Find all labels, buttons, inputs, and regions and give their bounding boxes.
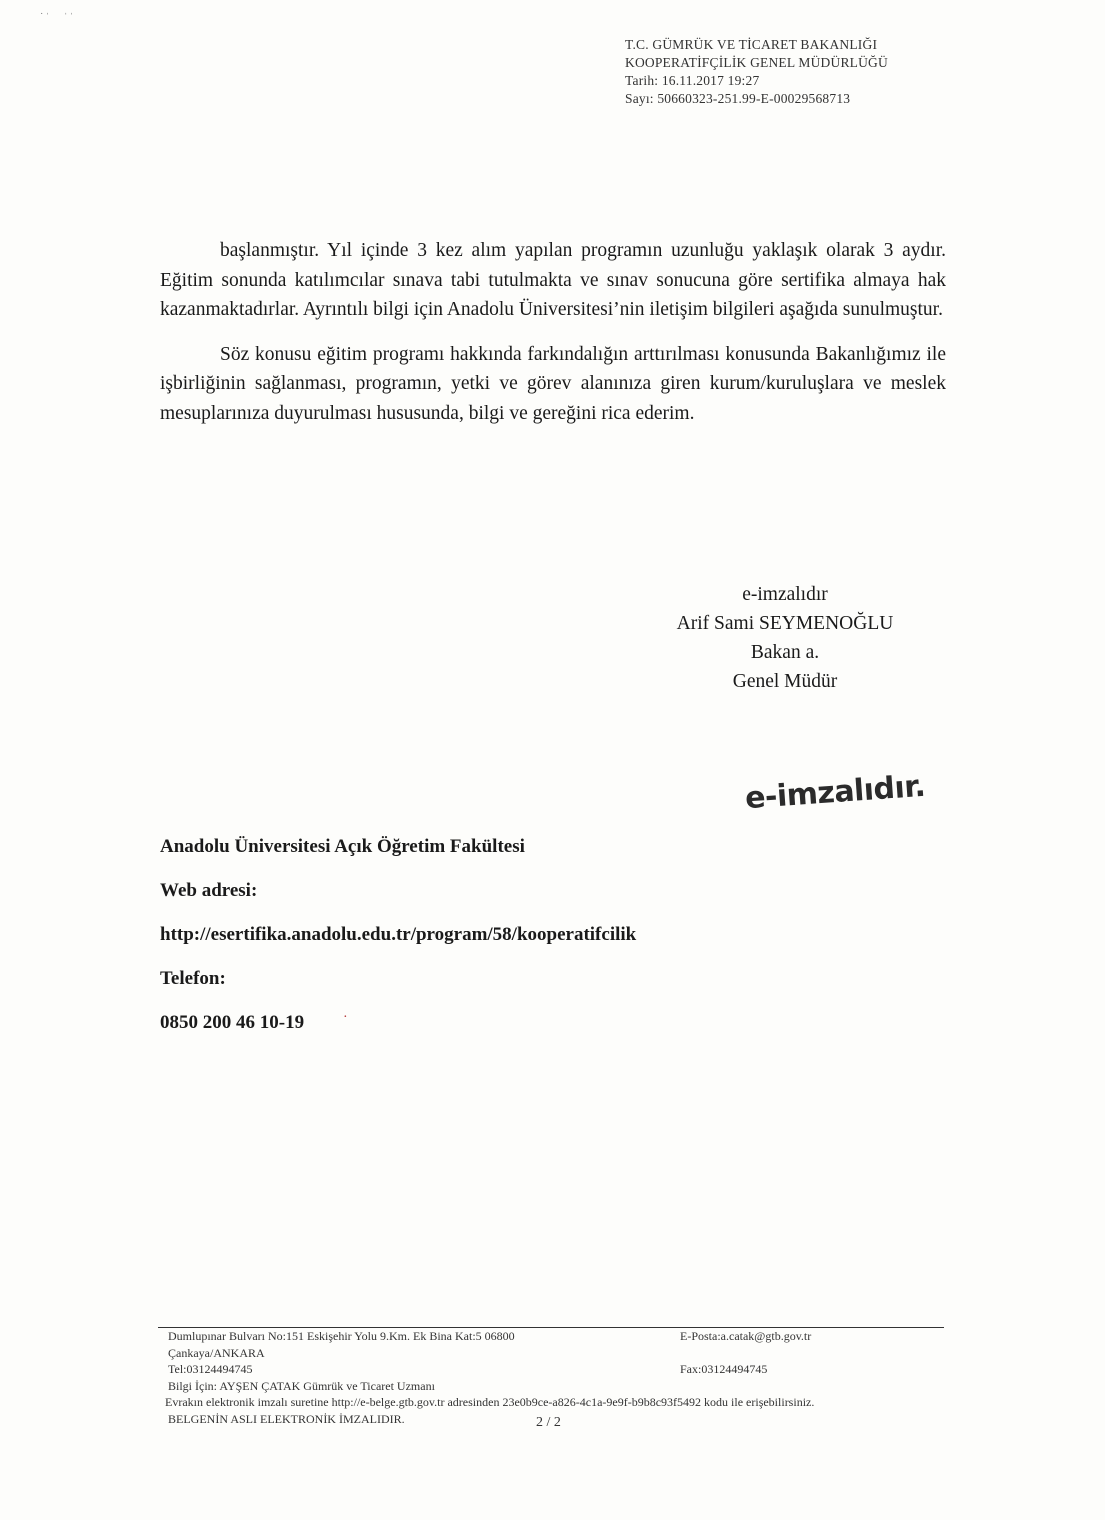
scan-specks: ˙ ˈ ˈ ˈ [40, 12, 74, 23]
institution-name: Anadolu Üniversitesi Açık Öğretim Fakültesi [160, 836, 525, 857]
directorate-name: KOOPERATİFÇİLİK GENEL MÜDÜRLÜĞÜ [625, 55, 888, 70]
document-date: Tarih: 16.11.2017 19:27 [625, 73, 760, 88]
body-paragraph-2: Söz konusu eğitim programı hakkında farkındalığın arttırılması konusunda Bakanlığımız ile işbirliğinin sağlanması, programın, yetki ve görev alanınıza giren kurum/kuruluşlara ve meslek mesuplarınıza duyurulması hususunda, bilgi ve gereğini rica ederim. [160, 343, 946, 424]
footer-original-note: BELGENİN ASLI ELEKTRONİK İMZALIDIR. [168, 1411, 405, 1426]
footer-info: Bilgi İçin: AYŞEN ÇATAK Gümrük ve Ticaret Uzmanı [168, 1378, 435, 1393]
phone-label: Telefon: [160, 968, 226, 989]
footer-email: E-Posta:a.catak@gtb.gov.tr [680, 1329, 812, 1343]
footer-address-1: Dumlupınar Bulvarı No:151 Eskişehir Yolu 9.Km. Ek Bina Kat:5 06800 [168, 1329, 515, 1343]
footer-fax: Fax:03124494745 [680, 1362, 768, 1376]
web-url: http://esertifika.anadolu.edu.tr/program/58/kooperatifcilik [160, 924, 637, 945]
signature-status: e-imzalıdır [742, 584, 828, 605]
footer-address-2: Çankaya/ANKARA [168, 1345, 265, 1360]
signatory-name: Arif Sami SEYMENOĞLU [676, 613, 894, 634]
e-signature-stamp: e-imzalıdır. [743, 768, 927, 817]
footer-tel: Tel:03124494745 [168, 1362, 253, 1376]
document-footer [165, 1328, 968, 1430]
body-paragraph-1: başlanmıştır. Yıl içinde 3 kez alım yapılan programın uzunluğu yaklaşık olarak 3 aydır. Eğitim sonunda katılımcılar sınava tabi tutulmakta ve sınav sonucuna göre sertifika almaya hak kazanmaktadırlar. Ayrıntılı bilgi için Anadolu Üniversitesi’nin iletişim bilgileri aşağıda sunulmuştur. [160, 240, 946, 320]
letter-body [160, 236, 946, 428]
footer-verify: Evrakın elektronik imzalı suretine http://e-belge.gtb.gov.tr adresinden 23e0b9ce-a826-4c1a-9e9f-b9b8c93f5492 kodu ile erişebilirsiniz. [165, 1395, 815, 1409]
document-header [625, 36, 945, 108]
page-number: 2 / 2 [536, 1414, 561, 1430]
web-label: Web adresi: [160, 880, 258, 901]
signatory-role-2: Genel Müdür [732, 671, 838, 692]
ink-dot: · [343, 1010, 348, 1025]
ministry-name: T.C. GÜMRÜK VE TİCARET BAKANLIĞI [625, 37, 878, 52]
contact-info [160, 832, 860, 1052]
phone-number: 0850 200 46 10-19 [160, 1012, 305, 1033]
document-number: Sayı: 50660323-251.99-E-00029568713 [625, 91, 851, 106]
signatory-role-1: Bakan a. [750, 642, 820, 663]
signature-block [640, 580, 930, 696]
